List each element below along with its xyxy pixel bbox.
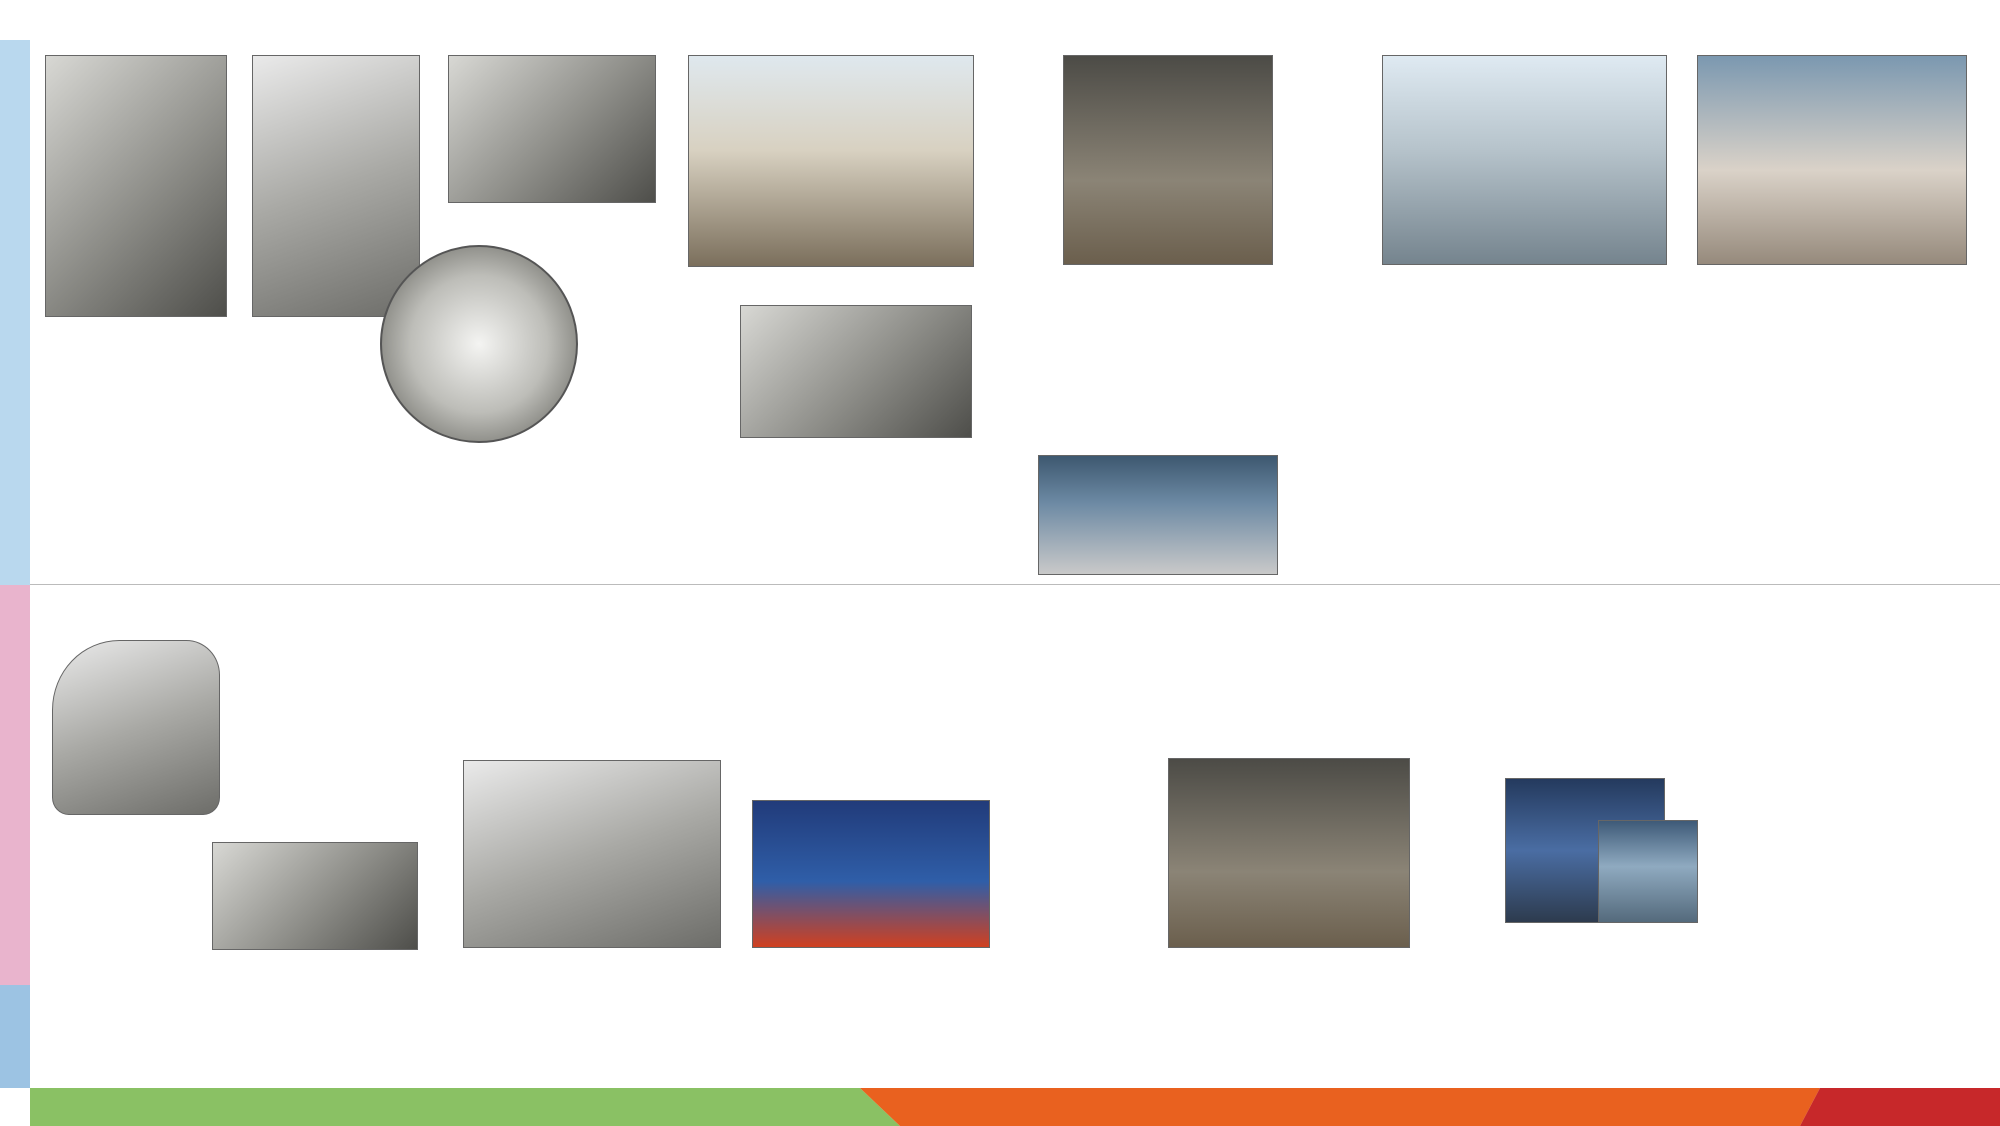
era-band	[30, 1088, 2000, 1126]
section-label-machines	[0, 40, 30, 585]
photo-cut-and-down	[1063, 55, 1273, 265]
photo-dywidag-bridge	[252, 55, 420, 317]
band-1-shape	[30, 1088, 900, 1126]
photo-aqualine-shield	[688, 55, 974, 267]
photo-tower-crane	[463, 760, 721, 948]
photo-mighty-hand	[1168, 758, 1410, 948]
photo-conveyor-b	[1598, 820, 1698, 923]
year-header	[30, 0, 2000, 40]
photo-sp-mixer	[1382, 55, 1667, 265]
photo-multi-cranes	[752, 800, 990, 948]
photo-unmanned-bulldozer	[1038, 455, 1278, 575]
photo-concrete-plant	[45, 55, 227, 317]
photo-tbm	[740, 305, 972, 438]
photo-cable-crane	[448, 55, 656, 203]
events-grid	[30, 1022, 2000, 1088]
photo-bridge-machine	[1697, 55, 1967, 265]
section-label-projects	[0, 585, 30, 985]
photo-dam-mixer	[52, 640, 220, 815]
band-2-shape	[860, 1088, 1820, 1126]
photo-hand-shield	[380, 245, 578, 443]
band-3-shape	[1800, 1088, 2000, 1126]
photo-compactor	[212, 842, 418, 950]
year-header-bottom	[30, 985, 2000, 1022]
section-label-events	[0, 985, 30, 1088]
